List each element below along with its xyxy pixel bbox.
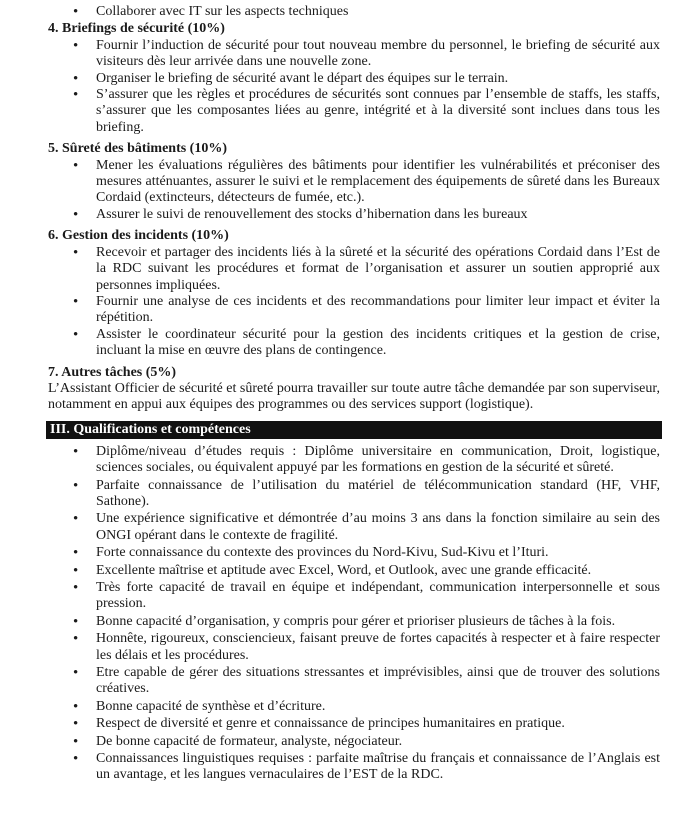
list-item: • Etre capable de gérer des situations stressantes et imprévisibles, ainsi que de trouver des solutions créatives. <box>48 665 660 698</box>
list-item: • Collaborer avec IT sur les aspects techniques <box>48 4 660 20</box>
bullet-list <box>48 38 660 136</box>
list-item: • Honnête, rigoureux, consciencieux, faisant preuve de fortes capacités à respecter et à faire respecter les délais et les procédures. <box>48 631 660 664</box>
list-item: • Fournir une analyse de ces incidents et des recommandations pour limiter leur impact et éviter la répétition. <box>48 294 660 327</box>
section-gestion-incidents <box>48 228 660 359</box>
list-item: • Très forte capacité de travail en équipe et indépendant, communication interpersonnelle et sous pression. <box>48 580 660 613</box>
section-title: 5. Sûreté des bâtiments (10%) <box>48 141 228 157</box>
section-briefings <box>48 21 660 136</box>
section-title: 4. Briefings de sécurité (10%) <box>48 21 225 37</box>
list-item: • Forte connaissance du contexte des provinces du Nord-Kivu, Sud-Kivu et l’Ituri. <box>48 545 660 561</box>
list-item: • Assister le coordinateur sécurité pour la gestion des incidents critiques et la gestion de crise, incluant la mise en œuvre des plans de contingence. <box>48 327 660 360</box>
list-item: • Une expérience significative et démontrée d’au moins 3 ans dans la fonction similaire au sein des ONGI opérant dans le contexte de fragilité. <box>48 511 660 544</box>
list-item: • De bonne capacité de formateur, analyste, négociateur. <box>48 734 660 750</box>
section-autres-taches <box>48 365 660 414</box>
section-title: 6. Gestion des incidents (10%) <box>48 228 229 244</box>
list-item: • Parfaite connaissance de l’utilisation du matériel de télécommunication standard (HF, VHF, Sathone). <box>48 478 660 511</box>
list-item: • Assurer le suivi de renouvellement des stocks d’hibernation dans les bureaux <box>48 207 660 223</box>
section-title: 7. Autres tâches (5%) <box>48 364 177 380</box>
top-bullet-list <box>48 4 660 20</box>
list-item: • Mener les évaluations régulières des bâtiments pour identifier les vulnérabilités et préconiser des mesures atténuantes, assurer le suivi et le remplacement des équipements de sûreté dans les Bureaux Cordaid (extincteurs, détecteurs de fumée, etc.). <box>48 158 660 207</box>
list-item: • Connaissances linguistiques requises : parfaite maîtrise du français et connaissance de l’Anglais est un avantage, et les langues vernaculaires de l’EST de la RDC. <box>48 751 660 784</box>
qualifications-list <box>48 444 660 784</box>
section-surete-batiments <box>48 141 660 223</box>
list-item: • Excellente maîtrise et aptitude avec Excel, Word, et Outlook, avec une grande efficacité. <box>48 563 660 579</box>
list-item: • Diplôme/niveau d’études requis : Diplôme universitaire en communication, Droit, logistique, sciences sociales, ou équivalent appuyé par les formations en gestion de la sécurité et sûreté. <box>48 444 660 477</box>
list-item: • Fournir l’induction de sécurité pour tout nouveau membre du personnel, le briefing de sécurité aux visiteurs dès leur arrivée dans une nouvelle zone. <box>48 38 660 71</box>
list-item: • Respect de diversité et genre et connaissance de principes humanitaires en pratique. <box>48 716 660 732</box>
list-item: • Organiser le briefing de sécurité avant le départ des équipes sur le terrain. <box>48 71 660 87</box>
section-banner: III. Qualifications et compétences <box>46 421 662 439</box>
section-paragraph: L’Assistant Officier de sécurité et sûreté pourra travailler sur toute autre tâche demandée par son superviseur, notamment en appui aux équipes des programmes ou des services support (logistique). <box>48 380 660 413</box>
list-item: • Bonne capacité d’organisation, y compris pour gérer et prioriser plusieurs de tâches à la fois. <box>48 614 660 630</box>
list-item: • Bonne capacité de synthèse et d’écriture. <box>48 699 660 715</box>
list-item: • Recevoir et partager des incidents liés à la sûreté et la sécurité des opérations Cordaid dans l’Est de la RDC suivant les procédures et format de l’organisation et assurer un soutien approprié aux personnes impliquées. <box>48 245 660 294</box>
bullet-list <box>48 245 660 360</box>
bullet-list <box>48 158 660 224</box>
list-item: • S’assurer que les règles et procédures de sécurités sont connues par l’ensemble de staffs, les staffs, s’assurer que les composantes liées au genre, intégrité et à la diversité sont inclues dans tous les briefing. <box>48 87 660 136</box>
